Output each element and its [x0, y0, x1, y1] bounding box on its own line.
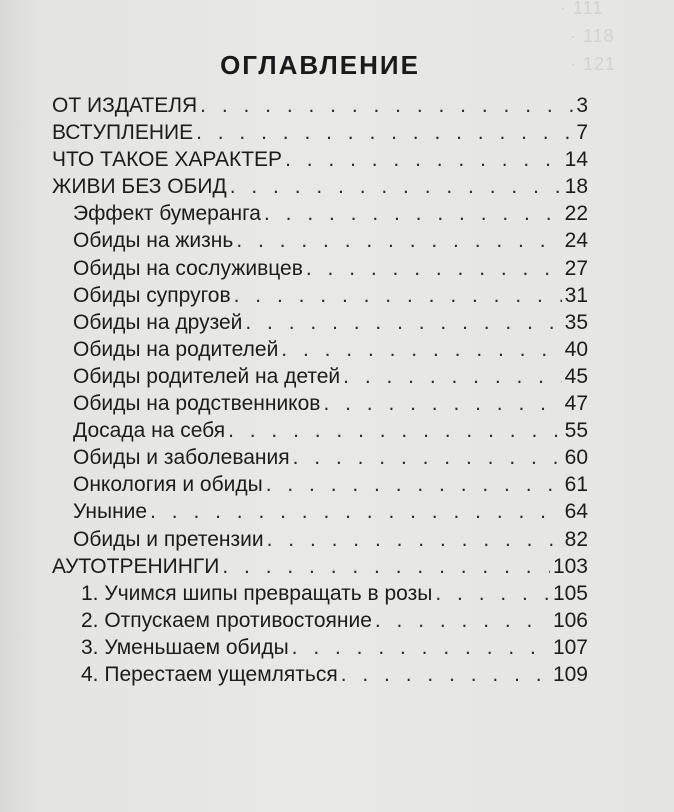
toc-entry-title: Обиды супругов: [73, 283, 231, 307]
toc-entry: [52, 309, 588, 336]
toc-entry-page: 47: [564, 392, 588, 416]
toc-entry-page: 103: [552, 554, 588, 578]
toc-leader-dots: [267, 526, 562, 553]
toc-entry: [52, 417, 588, 444]
toc-entry-page: 24: [564, 229, 588, 253]
toc-leader-dots: [292, 634, 550, 661]
toc-entry: [52, 526, 588, 553]
toc-entry-page: 7: [576, 121, 588, 145]
toc-entry-page: 45: [564, 364, 588, 388]
toc-entry-title: 4. Перестаем ущемляться: [81, 662, 338, 686]
toc-leader-dots: [285, 146, 562, 173]
toc-entry: [52, 498, 588, 525]
toc-entry-title: Обиды и заболевания: [73, 446, 290, 470]
bleed-through-text: · 118: [570, 26, 615, 46]
toc-entry: [52, 607, 588, 634]
toc-entry: [52, 580, 588, 607]
toc-entry-page: 27: [564, 256, 588, 280]
toc-leader-dots: [306, 255, 562, 282]
bleed-through-text: · 121: [570, 54, 617, 74]
page-title: ОГЛАВЛЕНИЕ: [220, 50, 420, 80]
toc-leader-dots: [266, 471, 562, 498]
toc-entry-title: Уныние: [73, 500, 148, 524]
toc-entry: [52, 390, 588, 417]
toc-entry-title: Обиды на родителей: [73, 337, 279, 361]
toc-leader-dots: [200, 92, 573, 119]
toc-entry-title: 3. Уменьшаем обиды: [81, 635, 289, 659]
toc-entry-title: Обиды родителей на детей: [73, 364, 341, 388]
toc-entry-page: 31: [564, 283, 588, 307]
toc-leader-dots: [293, 444, 562, 471]
toc-entry-page: 107: [552, 635, 588, 659]
toc-leader-dots: [281, 336, 561, 363]
toc-entry: [52, 92, 588, 119]
toc-entry-title: ЧТО ТАКОЕ ХАРАКТЕР: [52, 148, 283, 172]
toc-entry-title: Эффект бумеранга: [73, 202, 261, 226]
toc-entry: [52, 282, 588, 309]
toc-entry-page: 40: [564, 337, 588, 361]
toc-entry: [52, 471, 588, 498]
toc-leader-dots: [341, 661, 550, 688]
toc-entry: [52, 173, 588, 200]
toc-entry-page: 105: [552, 581, 588, 605]
toc-entry-page: 18: [564, 175, 588, 199]
toc-entry-title: ЖИВИ БЕЗ ОБИД: [52, 175, 227, 199]
toc-leader-dots: [375, 607, 550, 634]
toc-leader-dots: [228, 417, 562, 444]
toc-entry: [52, 146, 588, 173]
toc-entry: [52, 634, 588, 661]
toc-entry: [52, 255, 588, 282]
toc-entry-title: Обиды на жизнь: [73, 229, 234, 253]
toc-entry-page: 60: [564, 446, 588, 470]
toc-entry-title: АУТОТРЕНИНГИ: [52, 554, 220, 578]
toc-leader-dots: [245, 309, 561, 336]
toc-entry-title: Обиды на друзей: [73, 310, 243, 334]
toc-entry-title: Онкология и обиды: [73, 473, 263, 497]
toc-entry-page: 64: [564, 500, 588, 524]
toc-entry-title: Обиды на родственников: [73, 392, 321, 416]
toc-entry-title: ВСТУПЛЕНИЕ: [52, 121, 194, 145]
toc-leader-dots: [435, 580, 550, 607]
toc-entry: [52, 119, 588, 146]
toc-entry: [52, 336, 588, 363]
toc-entry: [52, 200, 588, 227]
toc-entry-title: Обиды и претензии: [73, 527, 264, 551]
bleed-through-text: · 111: [560, 0, 604, 18]
toc-entry-page: 61: [564, 473, 588, 497]
toc-entry: [52, 661, 588, 688]
toc-entry: [52, 363, 588, 390]
toc-leader-dots: [323, 390, 561, 417]
toc-entry-page: 55: [564, 419, 588, 443]
toc-entry-page: 3: [576, 94, 588, 117]
toc-entry-page: 35: [564, 310, 588, 334]
toc-leader-dots: [264, 200, 562, 227]
toc-entry-title: Обиды на сослуживцев: [73, 256, 303, 280]
toc-leader-dots: [150, 498, 562, 525]
toc-leader-dots: [343, 363, 561, 390]
toc-entry-title: 2. Отпускаем противостояние: [81, 608, 372, 632]
toc-entry-page: 82: [564, 527, 588, 551]
toc-entry-title: ОТ ИЗДАТЕЛЯ: [52, 94, 198, 117]
toc-entry-page: 22: [564, 202, 588, 226]
toc-leader-dots: [234, 282, 562, 309]
toc-entry-page: 14: [564, 148, 588, 172]
toc-entry-page: 109: [552, 662, 588, 686]
toc-entry: [52, 553, 588, 580]
toc-leader-dots: [230, 173, 562, 200]
toc-entry-page: 106: [552, 608, 588, 632]
table-of-contents: [52, 92, 588, 688]
toc-leader-dots: [222, 553, 550, 580]
toc-entry: [52, 444, 588, 471]
toc-entry-title: Досада на себя: [73, 419, 226, 443]
toc-entry: [52, 227, 588, 254]
toc-leader-dots: [196, 119, 573, 146]
toc-entry-title: 1. Учимся шипы превращать в розы: [81, 581, 433, 605]
toc-leader-dots: [236, 227, 561, 254]
